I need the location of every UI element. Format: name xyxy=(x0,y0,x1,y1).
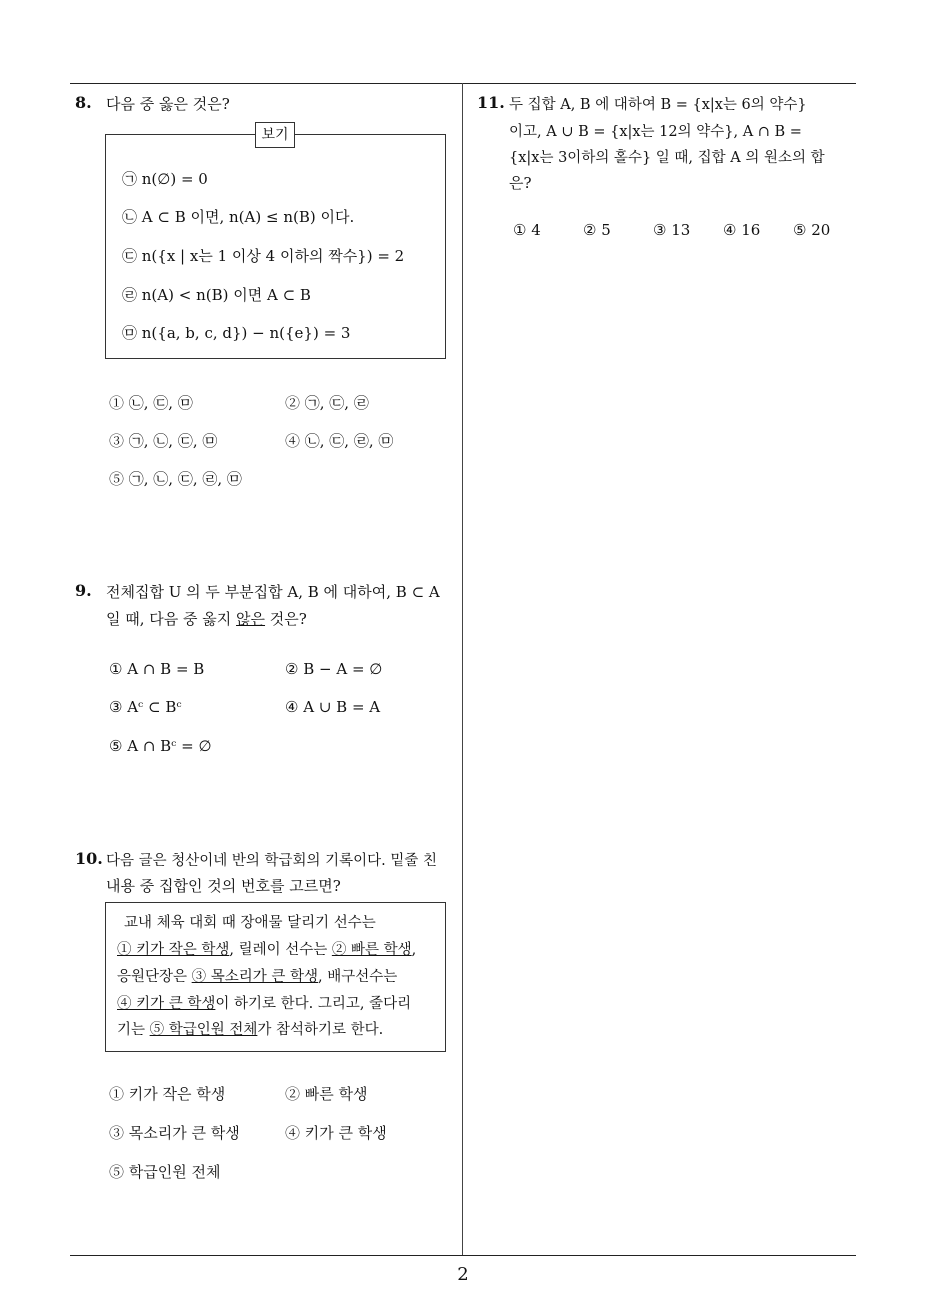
record-item-3: ③ 목소리가 큰 학생 xyxy=(191,969,319,985)
question-11-stem-line3: {x|x는 3이하의 홀수} 일 때, 집합 A 의 원소의 합 xyxy=(509,150,825,166)
question-11-stem-line1: 두 집합 A, B 에 대하여 B = {x|x는 6의 약수} xyxy=(509,97,807,113)
question-8-stem: 다음 중 옳은 것은? xyxy=(106,95,230,113)
record-text: , 배구선수는 xyxy=(318,969,398,985)
q10-choice-3[interactable]: ③ 목소리가 큰 학생 xyxy=(109,1124,240,1142)
q8-item-4: ㉣ n(A) < n(B) 이면 A ⊂ B xyxy=(122,286,311,304)
question-11-stem-line2: 이고, A ∪ B = {x|x는 12의 약수}, A ∩ B = xyxy=(509,124,802,140)
q11-choice-3[interactable]: ③ 13 xyxy=(653,221,691,239)
q9-choice-1[interactable]: ① A ∩ B = B xyxy=(109,660,205,678)
question-8-number: 8. xyxy=(75,93,92,112)
record-line-1: 교내 체육 대회 때 장애물 달리기 선수는 xyxy=(124,915,376,931)
record-text: 기는 xyxy=(117,1022,150,1038)
question-9-stem-part1: 일 때, 다음 중 옳지 xyxy=(106,610,237,628)
question-9-stem-underlined: 않은 xyxy=(236,610,266,628)
q11-choice-2[interactable]: ② 5 xyxy=(583,221,611,239)
q8-choice-1[interactable]: ① ㉡, ㉢, ㉤ xyxy=(109,394,193,412)
record-line-2 xyxy=(117,938,416,959)
column-divider xyxy=(462,83,463,1256)
bottom-rule xyxy=(70,1255,856,1256)
record-item-2: ② 빠른 학생 xyxy=(331,942,412,958)
question-9-stem-part3: 것은? xyxy=(265,610,307,628)
page-number: 2 xyxy=(457,1264,469,1285)
q10-choice-1[interactable]: ① 키가 작은 학생 xyxy=(109,1085,226,1103)
q11-choice-5[interactable]: ⑤ 20 xyxy=(793,221,831,239)
question-10-stem-line2: 내용 중 집합인 것의 번호를 고르면? xyxy=(106,877,341,895)
question-10-stem-line1: 다음 글은 청산이네 반의 학급회의 기록이다. 밑줄 친 xyxy=(106,853,438,869)
record-text: 응원단장은 xyxy=(117,969,192,985)
q8-choice-3[interactable]: ③ ㉠, ㉡, ㉢, ㉤ xyxy=(109,432,218,450)
q10-choice-4[interactable]: ④ 키가 큰 학생 xyxy=(285,1124,387,1142)
record-line-4 xyxy=(117,992,411,1013)
q9-choice-5[interactable]: ⑤ A ∩ Bᶜ = ∅ xyxy=(109,737,212,755)
record-line-5 xyxy=(117,1018,383,1039)
q9-choice-4[interactable]: ④ A ∪ B = A xyxy=(285,698,381,716)
record-item-1: ① 키가 작은 학생 xyxy=(117,942,230,958)
q8-choice-2[interactable]: ② ㉠, ㉢, ㉣ xyxy=(285,394,369,412)
question-10-number: 10. xyxy=(75,849,103,868)
question-11-number: 11. xyxy=(477,93,505,112)
top-rule xyxy=(70,83,856,84)
record-line-3 xyxy=(117,965,397,986)
q8-item-3: ㉢ n({x | x는 1 이상 4 이하의 짝수}) = 2 xyxy=(122,247,405,265)
record-text: , xyxy=(411,942,417,958)
record-text: 가 참석하기로 한다. xyxy=(257,1022,384,1038)
question-11-stem-line4: 은? xyxy=(509,174,532,192)
q11-choice-1[interactable]: ① 4 xyxy=(513,221,541,239)
q11-choice-4[interactable]: ④ 16 xyxy=(723,221,761,239)
record-text: 이 하기로 한다. 그리고, 줄다리 xyxy=(215,996,412,1012)
q10-choice-5[interactable]: ⑤ 학급인원 전체 xyxy=(109,1163,221,1181)
record-text: , 릴레이 선수는 xyxy=(229,942,332,958)
q8-choice-4[interactable]: ④ ㉡, ㉢, ㉣, ㉤ xyxy=(285,432,394,450)
q9-choice-3[interactable]: ③ Aᶜ ⊂ Bᶜ xyxy=(109,698,182,716)
q8-item-2: ㉡ A ⊂ B 이면, n(A) ≤ n(B) 이다. xyxy=(122,208,355,226)
record-item-5: ⑤ 학급인원 전체 xyxy=(149,1022,258,1038)
question-9-number: 9. xyxy=(75,581,92,600)
q8-item-5: ㉤ n({a, b, c, d}) − n({e}) = 3 xyxy=(122,324,351,342)
record-item-4: ④ 키가 큰 학생 xyxy=(117,996,216,1012)
q8-choice-5[interactable]: ⑤ ㉠, ㉡, ㉢, ㉣, ㉤ xyxy=(109,470,242,488)
example-box-title: 보기 xyxy=(255,122,295,148)
q8-item-1: ㉠ n(∅) = 0 xyxy=(122,170,208,188)
q9-choice-2[interactable]: ② B − A = ∅ xyxy=(285,660,383,678)
question-9-stem-line1: 전체집합 U 의 두 부분집합 A, B 에 대하여, B ⊂ A xyxy=(106,583,440,601)
question-9-stem-line2 xyxy=(106,608,307,629)
q10-choice-2[interactable]: ② 빠른 학생 xyxy=(285,1085,368,1103)
